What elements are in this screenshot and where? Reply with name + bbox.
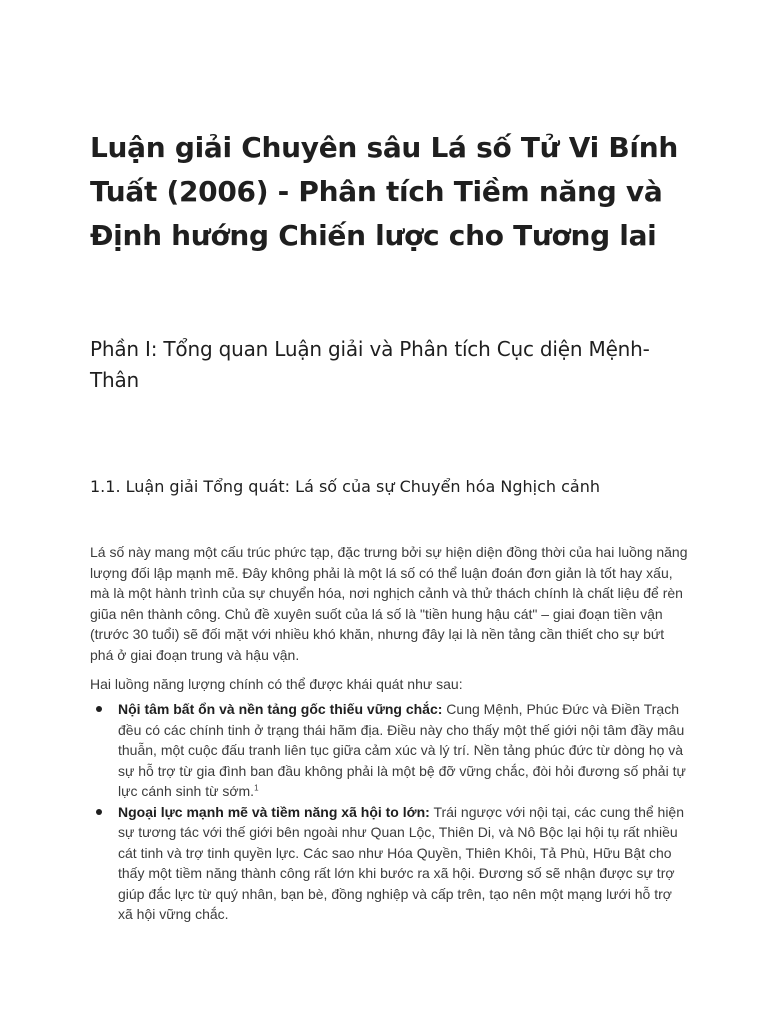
list-item-title: Nội tâm bất ổn và nền tảng gốc thiếu vững chắc: [118, 701, 443, 717]
list-item [90, 802, 690, 925]
part-heading: Phần I: Tổng quan Luận giải và Phân tích Cục diện Mệnh-Thân [90, 337, 650, 392]
list-item-title: Ngoại lực mạnh mẽ và tiềm năng xã hội to lớn: [118, 803, 430, 820]
list-item-text: Trái ngược với nội tại, các cung thể hiện sự tương tác với thế giới bên ngoài như Quan Lộc, Thiên Di, và Nô Bộc lại hội tụ rất nhiều cát tinh và trợ tinh quyền lực. Các sao như Hóa Quyền, Thiên Khôi, Tả Phù, Hữu Bật cho thấy một tiềm năng thành công rất lớn khi bước ra xã hội. Đương số sẽ nhận được sự trợ giúp đắc lực từ quý nhân, bạn bè, đồng nghiệp và cấp trên, tạo nên một mạng lưới hỗ trợ xã hội vững chắc. [118, 803, 685, 922]
bullet-icon [96, 809, 102, 815]
bullet-icon [96, 706, 102, 712]
summary-paragraph: Hai luồng năng lượng chính có thể được khái quát như sau: [90, 676, 463, 692]
footnote-marker[interactable]: 1 [254, 783, 259, 793]
list-item [90, 699, 690, 802]
list-item-text: Cung Mệnh, Phúc Đức và Điền Trạch đều có các chính tinh ở trạng thái hãm địa. Điều này cho thấy một thế giới nội tâm đầy mâu thuẫn, một cuộc đấu tranh liên tục giữa cảm xúc và lý trí. Nền tảng phúc đức từ dòng họ và sự hỗ trợ từ gia đình ban đầu không phải là một bệ đỡ vững chắc, đòi hỏi đương số phải tự lực cánh sinh từ sớm. [118, 701, 686, 799]
intro-paragraph: Lá số này mang một cấu trúc phức tạp, đặc trưng bởi sự hiện diện đồng thời của hai luồng năng lượng đối lập mạnh mẽ. Đây không phải là một lá số có thể luận đoán đơn giản là tốt hay xấu, mà là một hành trình của sự chuyển hóa, nơi nghịch cảnh và thử thách chính là chất liệu để rèn giũa nên thành công. Chủ đề xuyên suốt của lá số là "tiền hung hậu cát" – giai đoạn tiền vận (trước 30 tuổi) sẽ đối mặt với nhiều khó khăn, nhưng đây lại là nền tảng cần thiết cho sự bứt phá ở giai đoạn trung và hậu vận. [90, 544, 688, 663]
section-heading: 1.1. Luận giải Tổng quát: Lá số của sự Chuyển hóa Nghịch cảnh [90, 477, 600, 496]
document-title: Luận giải Chuyên sâu Lá số Tử Vi Bính Tuất (2006) - Phân tích Tiềm năng và Định hướng Chiến lược cho Tương lai [90, 131, 678, 252]
energy-list [90, 699, 690, 925]
